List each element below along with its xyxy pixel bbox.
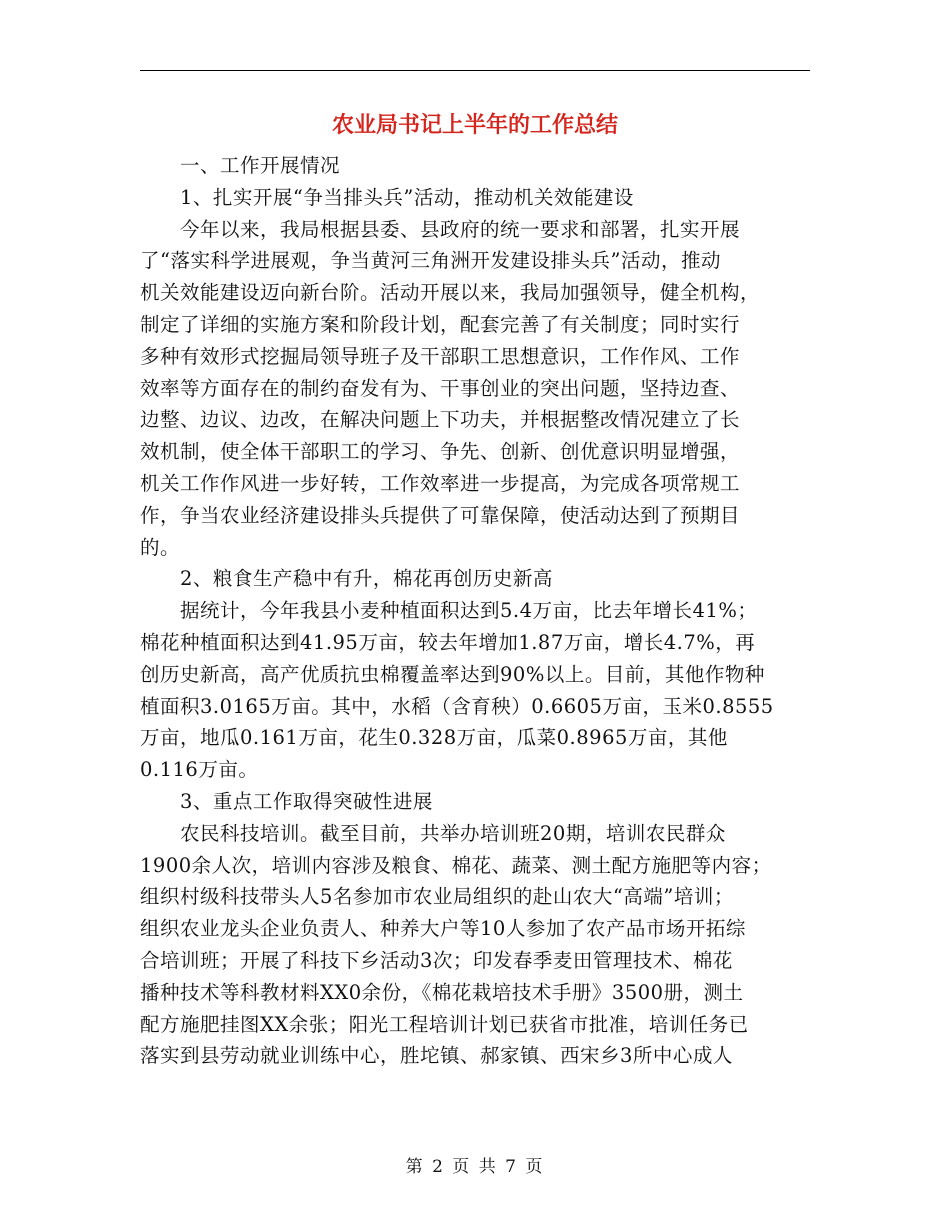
- body-line: 植面积3.0165万亩。其中，水稻（含育秧）0.6605万亩，玉米0.8555: [140, 694, 774, 718]
- body-line: 2、粮食生产稳中有升，棉花再创历史新高: [180, 567, 553, 591]
- body-line: 作，争当农业经济建设排头兵提供了可靠保障，使活动达到了预期目: [140, 503, 741, 527]
- body-line: 机关工作作风进一步好转，工作效率进一步提高，为完成各项常规工: [140, 471, 741, 495]
- body-line: 播种技术等科教材料XX0余份，《棉花栽培技术手册》3500册，测土: [140, 980, 744, 1004]
- body-line: 效机制，使全体干部职工的学习、争先、创新、创优意识明显增强，: [140, 440, 741, 464]
- header-rule: [140, 70, 810, 71]
- body-line: 的。: [140, 535, 181, 559]
- body-line: 据统计，今年我县小麦种植面积达到5.4万亩，比去年增长41%；: [180, 599, 758, 623]
- body-line: 3、重点工作取得突破性进展: [180, 789, 433, 813]
- body-line: 创历史新高，高产优质抗虫棉覆盖率达到90%以上。目前，其他作物种: [140, 662, 765, 686]
- body-line: 配方施肥挂图XX余张；阳光工程培训计划已获省市批准，培训任务已: [140, 1012, 749, 1036]
- body-line: 今年以来，我局根据县委、县政府的统一要求和部署，扎实开展: [180, 217, 741, 241]
- body-line: 合培训班；开展了科技下乡活动3次；印发春季麦田管理技术、棉花: [140, 948, 733, 972]
- body-line: 效率等方面存在的制约奋发有为、干事创业的突出问题，坚持边查、: [140, 376, 741, 400]
- body-line: 1、扎实开展“争当排头兵”活动，推动机关效能建设: [180, 185, 634, 209]
- body-line: 农民科技培训。截至目前，共举办培训班20期，培训农民群众: [180, 821, 726, 845]
- document-body: [140, 150, 810, 1072]
- body-line: 多种有效形式挖掘局领导班子及干部职工思想意识，工作作风、工作: [140, 344, 741, 368]
- body-line: 机关效能建设迈向新台阶。活动开展以来，我局加强领导，健全机构，: [140, 281, 761, 305]
- body-line: 万亩，地瓜0.161万亩，花生0.328万亩，瓜菜0.8965万亩，其他: [140, 726, 728, 750]
- body-line: 一、工作开展情况: [180, 154, 341, 177]
- body-line: 边整、边议、边改，在解决问题上下功夫，并根据整改情况建立了长: [140, 408, 741, 432]
- document-title: 农业局书记上半年的工作总结: [331, 113, 618, 138]
- body-line: 组织农业龙头企业负责人、种养大户等10人参加了农产品市场开拓综: [140, 917, 746, 941]
- body-line: 组织村级科技带头人5名参加市农业局组织的赴山农大“高端”培训；: [140, 885, 734, 909]
- body-line: 1900余人次，培训内容涉及粮食、棉花、蔬菜、测土配方施肥等内容；: [140, 853, 772, 877]
- body-line: 棉花种植面积达到41.95万亩，较去年增加1.87万亩，增长4.7%，再: [140, 630, 756, 654]
- body-line: 0.116万亩。: [140, 758, 259, 782]
- body-line: 了“落实科学进展观，争当黄河三角洲开发建设排头兵”活动，推动: [140, 249, 721, 273]
- body-line: 落实到县劳动就业训练中心，胜坨镇、郝家镇、西宋乡3所中心成人: [140, 1044, 733, 1068]
- page-footer: 第 2 页 共 7 页: [405, 1157, 545, 1177]
- body-line: 制定了详细的实施方案和阶段计划，配套完善了有关制度；同时实行: [140, 312, 741, 336]
